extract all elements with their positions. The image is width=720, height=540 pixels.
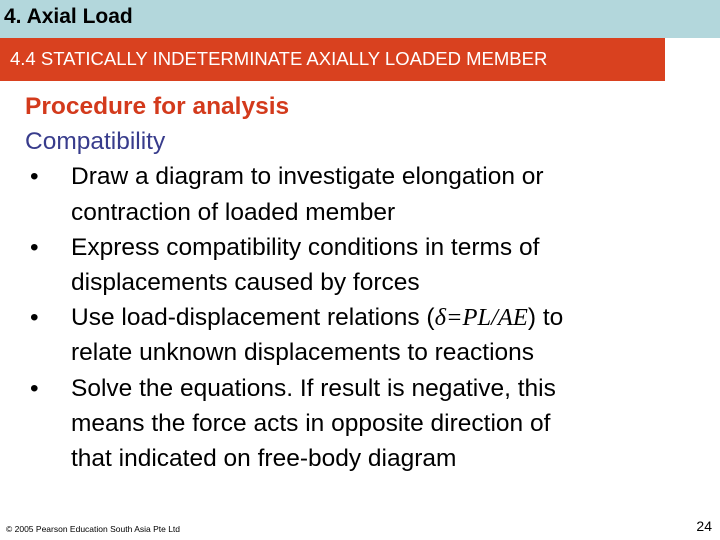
- bullet-line-part: ) to: [527, 304, 564, 332]
- bullet-item: [25, 159, 705, 229]
- section-title: 4.4 STATICALLY INDETERMINATE AXIALLY LOADED MEMBER: [10, 48, 548, 69]
- bullet-icon: •: [30, 304, 39, 332]
- slide-content: [25, 89, 705, 476]
- bullet-text: [71, 230, 705, 300]
- bullet-line: Draw a diagram to investigate elongation or: [71, 163, 544, 191]
- bullet-line: Solve the equations. If result is negative, this: [71, 374, 556, 402]
- bullet-text: [71, 371, 705, 477]
- compatibility-subheading: Compatibility: [25, 128, 166, 156]
- bullet-item: [25, 371, 705, 477]
- bullet-item: [25, 300, 705, 370]
- bullet-line: means the force acts in opposite direction of: [71, 409, 551, 437]
- bullet-text: [71, 300, 705, 370]
- load-displacement-formula: δ=PL/AE: [434, 304, 528, 332]
- copyright-notice: © 2005 Pearson Education South Asia Pte Ltd: [6, 524, 181, 534]
- bullet-text: [71, 159, 705, 229]
- bullet-line: Express compatibility conditions in terms of: [71, 233, 540, 261]
- bullet-line: contraction of loaded member: [71, 198, 396, 226]
- bullet-line: relate unknown displacements to reactions: [71, 339, 535, 367]
- bullet-icon: •: [30, 163, 39, 191]
- bullet-line: that indicated on free-body diagram: [71, 445, 457, 473]
- section-bar: [0, 38, 665, 81]
- title-bar: [0, 0, 720, 38]
- bullet-line-part: Use load-displacement relations (: [71, 304, 435, 332]
- slide-title: 4. Axial Load: [4, 5, 133, 28]
- page-number: 24: [696, 518, 712, 534]
- bullet-item: [25, 230, 705, 300]
- bullet-line: displacements caused by forces: [71, 269, 420, 297]
- procedure-heading: Procedure for analysis: [25, 93, 290, 120]
- bullet-icon: •: [30, 233, 39, 261]
- bullet-icon: •: [30, 374, 39, 402]
